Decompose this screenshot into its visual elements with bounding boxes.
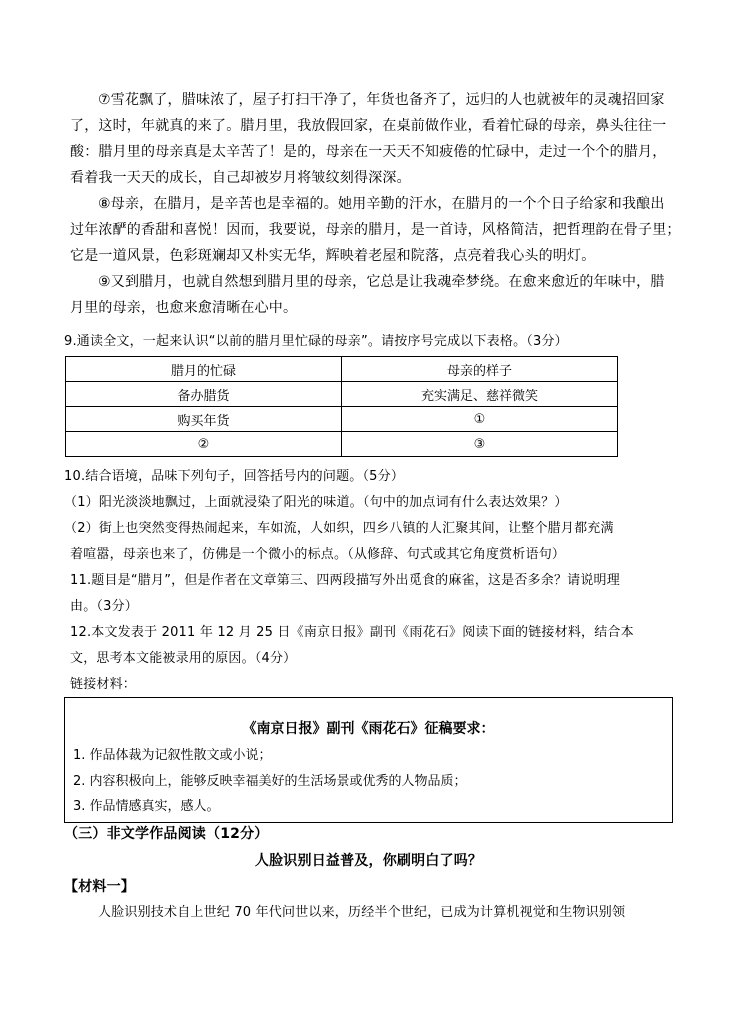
table-cell: ③ bbox=[342, 432, 618, 457]
paragraph-7-line-2: 了，这时，年就真的来了。腊月里，我放假回家，在桌前做作业，看着忙碌的母亲，鼻头往往一 bbox=[70, 118, 667, 134]
material-one-label: 【材料一】 bbox=[64, 879, 135, 895]
question-12-line-2: 文，思考本文能被录用的原因。（4分） bbox=[70, 651, 297, 666]
question-10-sub-2-line-1: （2）街上也突然变得热闹起来，车如流，人如织，四乡八镇的人汇聚其间，让整个腊月都充满 bbox=[64, 521, 614, 536]
table-header-row bbox=[66, 357, 618, 382]
table-cell: ② bbox=[66, 432, 342, 457]
question-9-table bbox=[65, 356, 618, 457]
article-title: 人脸识别日益普及，你刷明白了吗？ bbox=[254, 853, 483, 869]
question-11-line-1: 11.题目是“腊月”，但是作者在文章第三、四两段描写外出觅食的麻雀，这是否多余？请说明理 bbox=[70, 573, 620, 588]
question-9-prompt: 9.通读全文，一起来认识“以前的腊月里忙碌的母亲”。请按序号完成以下表格。（3分） bbox=[64, 334, 568, 349]
paragraph-7-line-3: 酸：腊月里的母亲真是太辛苦了！是的，母亲在一天天不知疲倦的忙碌中，走过一个个的腊月， bbox=[70, 144, 667, 160]
paragraph-7-line-4: 看着我一天天的成长，自己却被岁月将皱纹刻得深深。 bbox=[70, 170, 411, 186]
section-3-heading: （三）非文学作品阅读（12分） bbox=[64, 826, 269, 842]
table-cell: 充实满足、慈祥微笑 bbox=[342, 382, 618, 407]
paragraph-8-line-2: 过年浓酽的香甜和喜悦！因而，我要说，母亲的腊月，是一首诗，风格简洁，把哲理韵在骨子里； bbox=[70, 222, 681, 238]
table-row bbox=[66, 382, 618, 407]
table-cell: 备办腊货 bbox=[66, 382, 342, 407]
table-row bbox=[66, 432, 618, 457]
table-header-cell: 腊月的忙碌 bbox=[66, 357, 342, 382]
table-cell: ① bbox=[342, 407, 618, 432]
paragraph-7-line-1: ⑦雪花飘了，腊味浓了，屋子打扫干净了，年货也备齐了，远归的人也就被年的灵魂招回家 bbox=[98, 92, 665, 108]
paragraph-8-line-3: 它是一道风景，色彩斑斓却又朴实无华，辉映着老屋和院落，点亮着我心头的明灯。 bbox=[70, 248, 596, 264]
table-cell: 购买年货 bbox=[66, 407, 342, 432]
link-material-item: 1. 作品体裁为记叙性散文或小说； bbox=[73, 748, 272, 763]
question-10-sub-2-line-2: 着喧嚣，母亲也来了，仿佛是一个微小的标点。（从修辞、句式或其它角度赏析语句） bbox=[70, 547, 566, 562]
table-header-cell: 母亲的样子 bbox=[342, 357, 618, 382]
question-12-line-1: 12.本文发表于 2011 年 12 月 25 日《南京日报》副刊《雨花石》阅读下面的链接材料，结合本 bbox=[70, 625, 634, 640]
link-material-item: 2. 内容积极向上，能够反映幸福美好的生活场景或优秀的人物品质； bbox=[73, 774, 467, 789]
table-row bbox=[66, 407, 618, 432]
question-10-prompt: 10.结合语境，品味下列句子，回答括号内的问题。（5分） bbox=[64, 469, 405, 484]
link-material-label: 链接材料： bbox=[70, 677, 137, 692]
link-material-box bbox=[64, 697, 673, 823]
question-10-sub-1: （1）阳光淡淡地飘过，上面就浸染了阳光的味道。（句中的加点词有什么表达效果？） bbox=[64, 495, 568, 510]
paragraph-8-line-1: ⑧母亲，在腊月，是辛苦也是幸福的。她用辛勤的汗水，在腊月的一个个日子给家和我酿出 bbox=[98, 196, 665, 212]
paragraph-9-line-2: 月里的母亲，也愈来愈清晰在心中。 bbox=[70, 300, 298, 316]
material-one-line-1: 人脸识别技术自上世纪 70 年代问世以来，历经半个世纪，已成为计算机视觉和生物识别领 bbox=[98, 905, 626, 920]
link-material-item: 3. 作品情感真实，感人。 bbox=[73, 799, 220, 814]
paragraph-9-line-1: ⑨又到腊月，也就自然想到腊月里的母亲，它总是让我魂牵梦绕。在愈来愈近的年味中，腊 bbox=[98, 274, 665, 290]
link-material-title: 《南京日报》副刊《雨花石》征稿要求： bbox=[242, 721, 495, 737]
question-11-line-2: 由。（3分） bbox=[70, 599, 138, 614]
